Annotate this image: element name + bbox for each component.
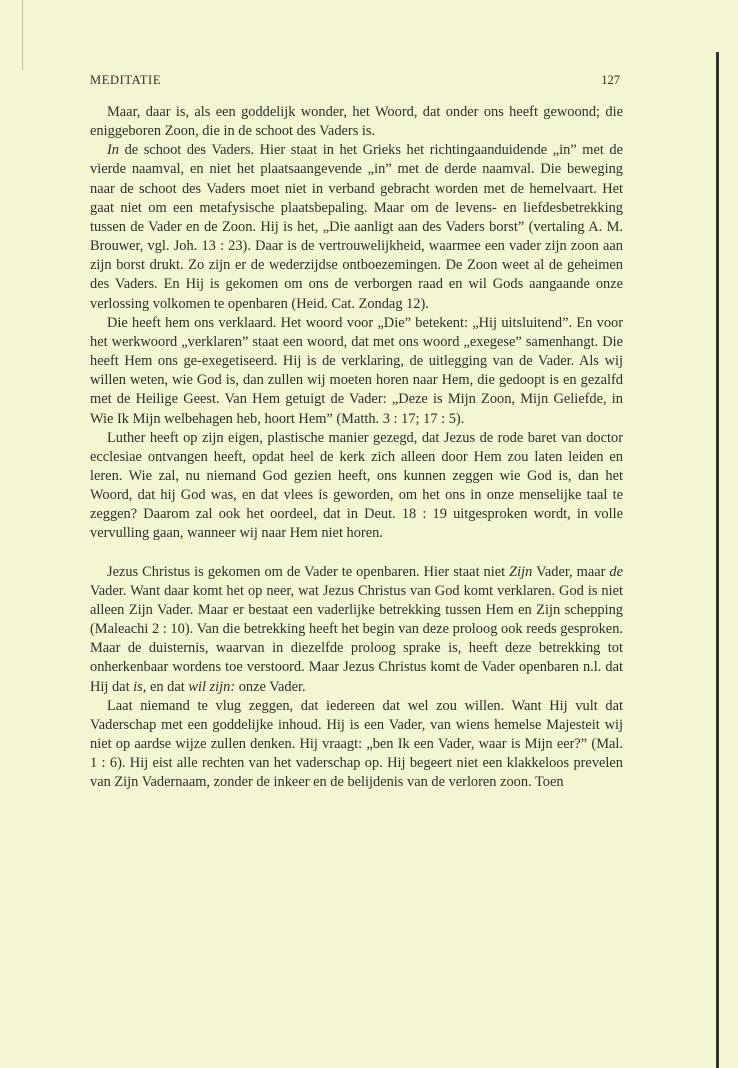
- text-run: Jezus Christus is gekomen om de Vader te openbaren. Hier staat niet: [107, 563, 510, 580]
- paragraph: [90, 697, 623, 793]
- text-run: Maar, daar is, als een goddelijk wonder, het Woord, dat onder ons heeft gewoond; die eniggeboren Zoon, die in de schoot des Vaders is.: [90, 104, 623, 140]
- text-run: onze Vader.: [235, 678, 306, 695]
- paragraph: [90, 103, 623, 141]
- italic-text: wil zijn:: [188, 678, 236, 695]
- page-edge-right: [716, 52, 719, 1068]
- text-run: en dat: [146, 678, 189, 695]
- text-run: Luther heeft op zijn eigen, plastische manier gezegd, dat Jezus de rode baret van doctor ecclesiae ontvangen heeft, opdat heel de kerk zich alleen door Hem zou laten leiden en leren. Wie zal, nu niemand God gezien heeft, ons kunnen zeggen wie God is, dan het Woord, dat hij God was, en dat vlees is geworden, om het ons in onze menselijke taal te zeggen? Daarom zal ook het oordeel, dat in Deut. 18 : 19 uitgesproken wordt, in volle vervulling gaan, wanneer wij naar Hem niet horen.: [90, 429, 623, 542]
- page-number: 127: [601, 73, 620, 87]
- running-header: [90, 73, 620, 88]
- italic-text: is,: [133, 678, 147, 695]
- page-edge-left: [22, 0, 23, 70]
- text-run: Vader. Want daar komt het op neer, wat Jezus Christus van God komt verklaren. God is niet alleen Zijn Vader. Maar er bestaat een vaderlijke betrekking tussen Hem en Zijn schepping (Maleachi 2 : 10). Van die betrekking heeft het begin van deze proloog ook reeds gesproken. Maar de duisternis, waarvan in diezelfde proloog sprake is, heeft deze betrekking tot onherkenbaar wordens toe verstoord. Maar Jezus Christus komt de Vader openbaren n.l. dat Hij dat: [90, 582, 623, 695]
- text-run: Die heeft hem ons verklaard. Het woord voor „Die” betekent: „Hij uitsluitend”. En voor het werkwoord „verklaren” staat een woord, dat met ons woord „exegese” samenhangt. Die heeft Hem ons ge-exegetiseerd. Hij is de verklaring, de uitlegging van de Vader. Als wij willen weten, wie God is, dan zullen wij moeten horen naar Hem, die gedoopt is en gezalfd met de Heilige Geest. Van Hem getuigt de Vader: „Deze is Mijn Zoon, Mijn Geliefde, in Wie Ik Mijn welbehagen heb, hoort Hem” (Matth. 3 : 17; 17 : 5).: [90, 314, 623, 427]
- italic-text: In: [107, 142, 119, 159]
- paragraph: [90, 429, 623, 544]
- paragraph: [90, 563, 623, 697]
- article-body: [90, 103, 623, 792]
- paragraph: [90, 141, 623, 313]
- italic-text: Zijn: [509, 563, 533, 580]
- text-run: Vader, maar: [532, 563, 610, 580]
- section-title: MEDITATIE: [90, 73, 162, 87]
- paragraph: [90, 314, 623, 429]
- italic-text: de: [609, 563, 624, 580]
- text-run: de schoot des Vaders. Hier staat in het Grieks het richtingaanduidende „in” met de vierde naamval, en niet het plaatsaangevende „in” met de derde naamval. Die beweging naar de schoot des Vaders moet niet in verband gebracht worden met de hemelvaart. Het gaat niet om een metafysische plaatsbepaling. Maar om de levens- en liefdesbetrekking tussen de Vader en de Zoon. Hij is het, „Die aanligt aan des Vaders borst” (vertaling A. M. Brouwer, vgl. Joh. 13 : 23). Daar is de vertrouwelijkheid, waarmee een vader zijn zoon aan zijn borst drukt. Zo zijn er de wederzijdse ontboezemingen. De Zoon weet al de geheimen des Vaders. En Hij is gekomen om ons de verborgen raad en wil Gods aangaande onze verlossing volkomen te openbaren (Heid. Cat. Zondag 12).: [90, 142, 623, 312]
- text-run: Laat niemand te vlug zeggen, dat iedereen dat wel zou willen. Want Hij vult dat Vaderschap met een goddelijke inhoud. Hij is een Vader, van wiens hemelse Majesteit wij niet op aardse wijze zullen denken. Hij vraagt: „ben Ik een Vader, waar is Mijn eer?” (Mal. 1 : 6). Hij eist alle rechten van het vaderschap op. Hij begeert niet een klakkeloos prevelen van Zijn Vadernaam, zonder de inkeer en de belijdenis van de verloren zoon. Toen: [90, 697, 623, 791]
